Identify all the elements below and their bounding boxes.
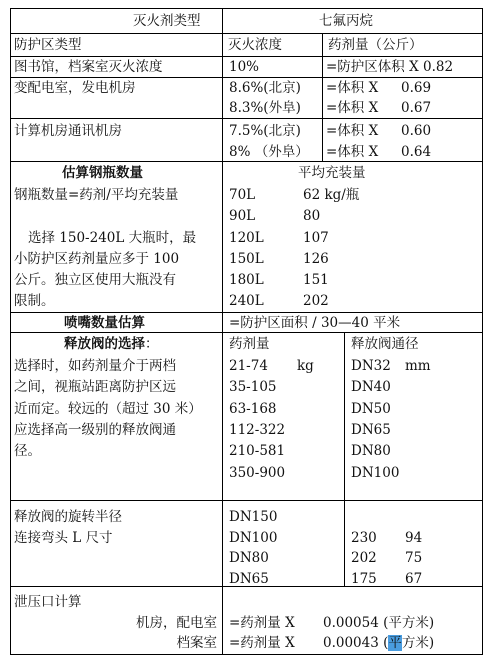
valve-note-line-3: 近而定。较远的（超过 30 米） [14, 401, 202, 417]
rule-left [10, 8, 11, 655]
rotation-b-3: 75 [405, 550, 423, 566]
nozzle-title: 喷嘴数量估算 [64, 315, 145, 331]
cylinder-volume-2: 90L [229, 208, 256, 224]
valve-range-3: 63-168 [229, 401, 277, 417]
computer-factor-2: 0.64 [401, 144, 432, 160]
rule-header-mid [10, 33, 483, 34]
valve-size-5: DN80 [351, 443, 391, 459]
cylinder-amount-4: 126 [303, 251, 329, 267]
relief-factor-1: 0.00054 (平方米) [323, 615, 435, 631]
valve-title-colon: ： [145, 336, 159, 352]
library-area: 图书馆，档案室灭火浓度 [14, 59, 163, 75]
substation-area: 变配电室，发电机房 [14, 80, 136, 96]
cylinder-amount-1: 62 kg/瓶 [303, 187, 360, 203]
valve-note-line-1: 选择时，如药剂量介于两档 [14, 358, 176, 374]
rule-bottom [10, 654, 483, 655]
cylinder-formula: 钢瓶数量=药剂/平均充装量 [14, 187, 179, 203]
rule-library-bottom [10, 77, 483, 78]
rule-cylinder-bottom [10, 312, 483, 313]
relief-formula-1: =药剂量 X [229, 615, 295, 631]
rotation-title: 释放阀的旋转半径 [14, 509, 122, 525]
cylinder-volume-4: 150L [229, 251, 264, 267]
computer-area: 计算机房通讯机房 [14, 123, 122, 139]
cylinder-note-line-2: 小防护区药剂量应多于 100 [14, 251, 180, 267]
valve-title: 释放阀的选择 [64, 336, 145, 352]
computer-concentration-2: 8% （外阜） [229, 144, 309, 160]
relief-formula-2: =药剂量 X [229, 635, 295, 651]
valve-size-1: DN32 [351, 358, 391, 374]
relief-area-1: 机房，配电室 [136, 615, 217, 631]
valve-range-5: 210-581 [229, 443, 286, 459]
rule-header-bottom [10, 56, 483, 57]
library-amount: =防护区体积 X 0.82 [326, 59, 454, 75]
valve-range-6: 350-900 [229, 465, 286, 481]
substation-factor-2: 0.67 [401, 100, 432, 116]
avg-fill-label: 平均充装量 [298, 165, 366, 181]
rotation-dn-1: DN150 [229, 509, 278, 525]
rotation-dn-2: DN100 [229, 530, 278, 546]
valve-size-6: DN100 [351, 465, 400, 481]
valve-diameter-col-label: 释放阀通径 [351, 336, 419, 352]
computer-formula-1: =体积 X [326, 123, 379, 139]
valve-agent-col-label: 药剂量 [229, 336, 270, 352]
relief-factor-2-wrap [323, 635, 434, 652]
extinguisher-type-label: 灭火剂类型 [133, 13, 201, 29]
valve-size-2: DN40 [351, 379, 391, 395]
rule-top [10, 8, 483, 9]
relief-area-2: 档案室 [176, 635, 217, 651]
substation-formula-2: =体积 X [326, 100, 379, 116]
computer-formula-2: =体积 X [326, 144, 379, 160]
substation-formula-1: =体积 X [326, 80, 379, 96]
nozzle-formula: =防护区面积 / 30—40 平米 [229, 315, 401, 331]
rule-col-valve [344, 332, 345, 587]
relief-factor-2-tail: 方米) [401, 635, 435, 651]
library-concentration: 10% [229, 59, 260, 75]
cylinder-amount-6: 202 [303, 293, 329, 309]
rule-col-amount-top [322, 33, 323, 162]
cylinder-volume-6: 240L [229, 293, 264, 309]
rotation-a-4: 175 [351, 571, 377, 587]
relief-title: 泄压口计算 [14, 594, 82, 610]
agent-amount-label: 药剂量（公斤） [328, 37, 423, 53]
rule-valve-bottom [10, 500, 483, 501]
valve-size-3: DN50 [351, 401, 391, 417]
computer-factor-1: 0.60 [401, 123, 432, 139]
cylinder-amount-3: 107 [303, 230, 329, 246]
cylinder-note-line-1: 选择 150-240L 大瓶时，最 [28, 230, 197, 246]
cylinder-volume-5: 180L [229, 272, 264, 288]
valve-note-line-2: 之间，视瓶站距离防护区远 [14, 379, 176, 395]
valve-range-4: 112-322 [229, 422, 286, 438]
cylinder-volume-1: 70L [229, 187, 256, 203]
valve-note-line-4: 应选择高一级别的释放阀通 [14, 422, 176, 438]
cylinder-note-line-3: 公斤。独立区使用大瓶没有 [14, 272, 176, 288]
selected-text[interactable]: 平 [388, 635, 402, 651]
cylinder-amount-5: 151 [303, 272, 329, 288]
protected-area-type-label: 防护区类型 [14, 37, 82, 53]
valve-range-1: 21-74 [229, 358, 268, 374]
concentration-label: 灭火浓度 [228, 37, 282, 53]
rotation-subtitle: 连接弯头 L 尺寸 [14, 530, 113, 546]
substation-concentration-1: 8.6%(北京) [229, 80, 301, 96]
valve-range-unit: kg [297, 358, 314, 374]
rotation-dn-4: DN65 [229, 571, 269, 587]
rotation-a-3: 202 [351, 550, 377, 566]
rule-substation-bottom [10, 118, 483, 119]
cylinder-amount-2: 80 [303, 208, 321, 224]
valve-size-unit: mm [405, 358, 431, 374]
agent-name: 七氟丙烷 [319, 13, 373, 29]
valve-size-4: DN65 [351, 422, 391, 438]
substation-factor-1: 0.69 [401, 80, 432, 96]
rule-nozzle-bottom [10, 332, 483, 333]
valve-note-line-5: 径。 [14, 443, 41, 459]
computer-concentration-1: 7.5%(北京) [229, 123, 301, 139]
rotation-b-4: 67 [405, 571, 423, 587]
rotation-a-2: 230 [351, 530, 377, 546]
relief-factor-2: 0.00043 ( [323, 635, 389, 651]
valve-title-wrap [64, 336, 159, 353]
substation-concentration-2: 8.3%(外阜) [229, 100, 301, 116]
rotation-dn-3: DN80 [229, 550, 269, 566]
rule-col-main [222, 8, 223, 655]
cylinder-volume-3: 120L [229, 230, 264, 246]
rule-computer-bottom [10, 161, 483, 162]
cylinder-note-line-4: 限制。 [14, 293, 55, 309]
cylinder-title: 估算钢瓶数量 [62, 165, 143, 181]
valve-range-2: 35-105 [229, 379, 277, 395]
rotation-b-2: 94 [405, 530, 423, 546]
